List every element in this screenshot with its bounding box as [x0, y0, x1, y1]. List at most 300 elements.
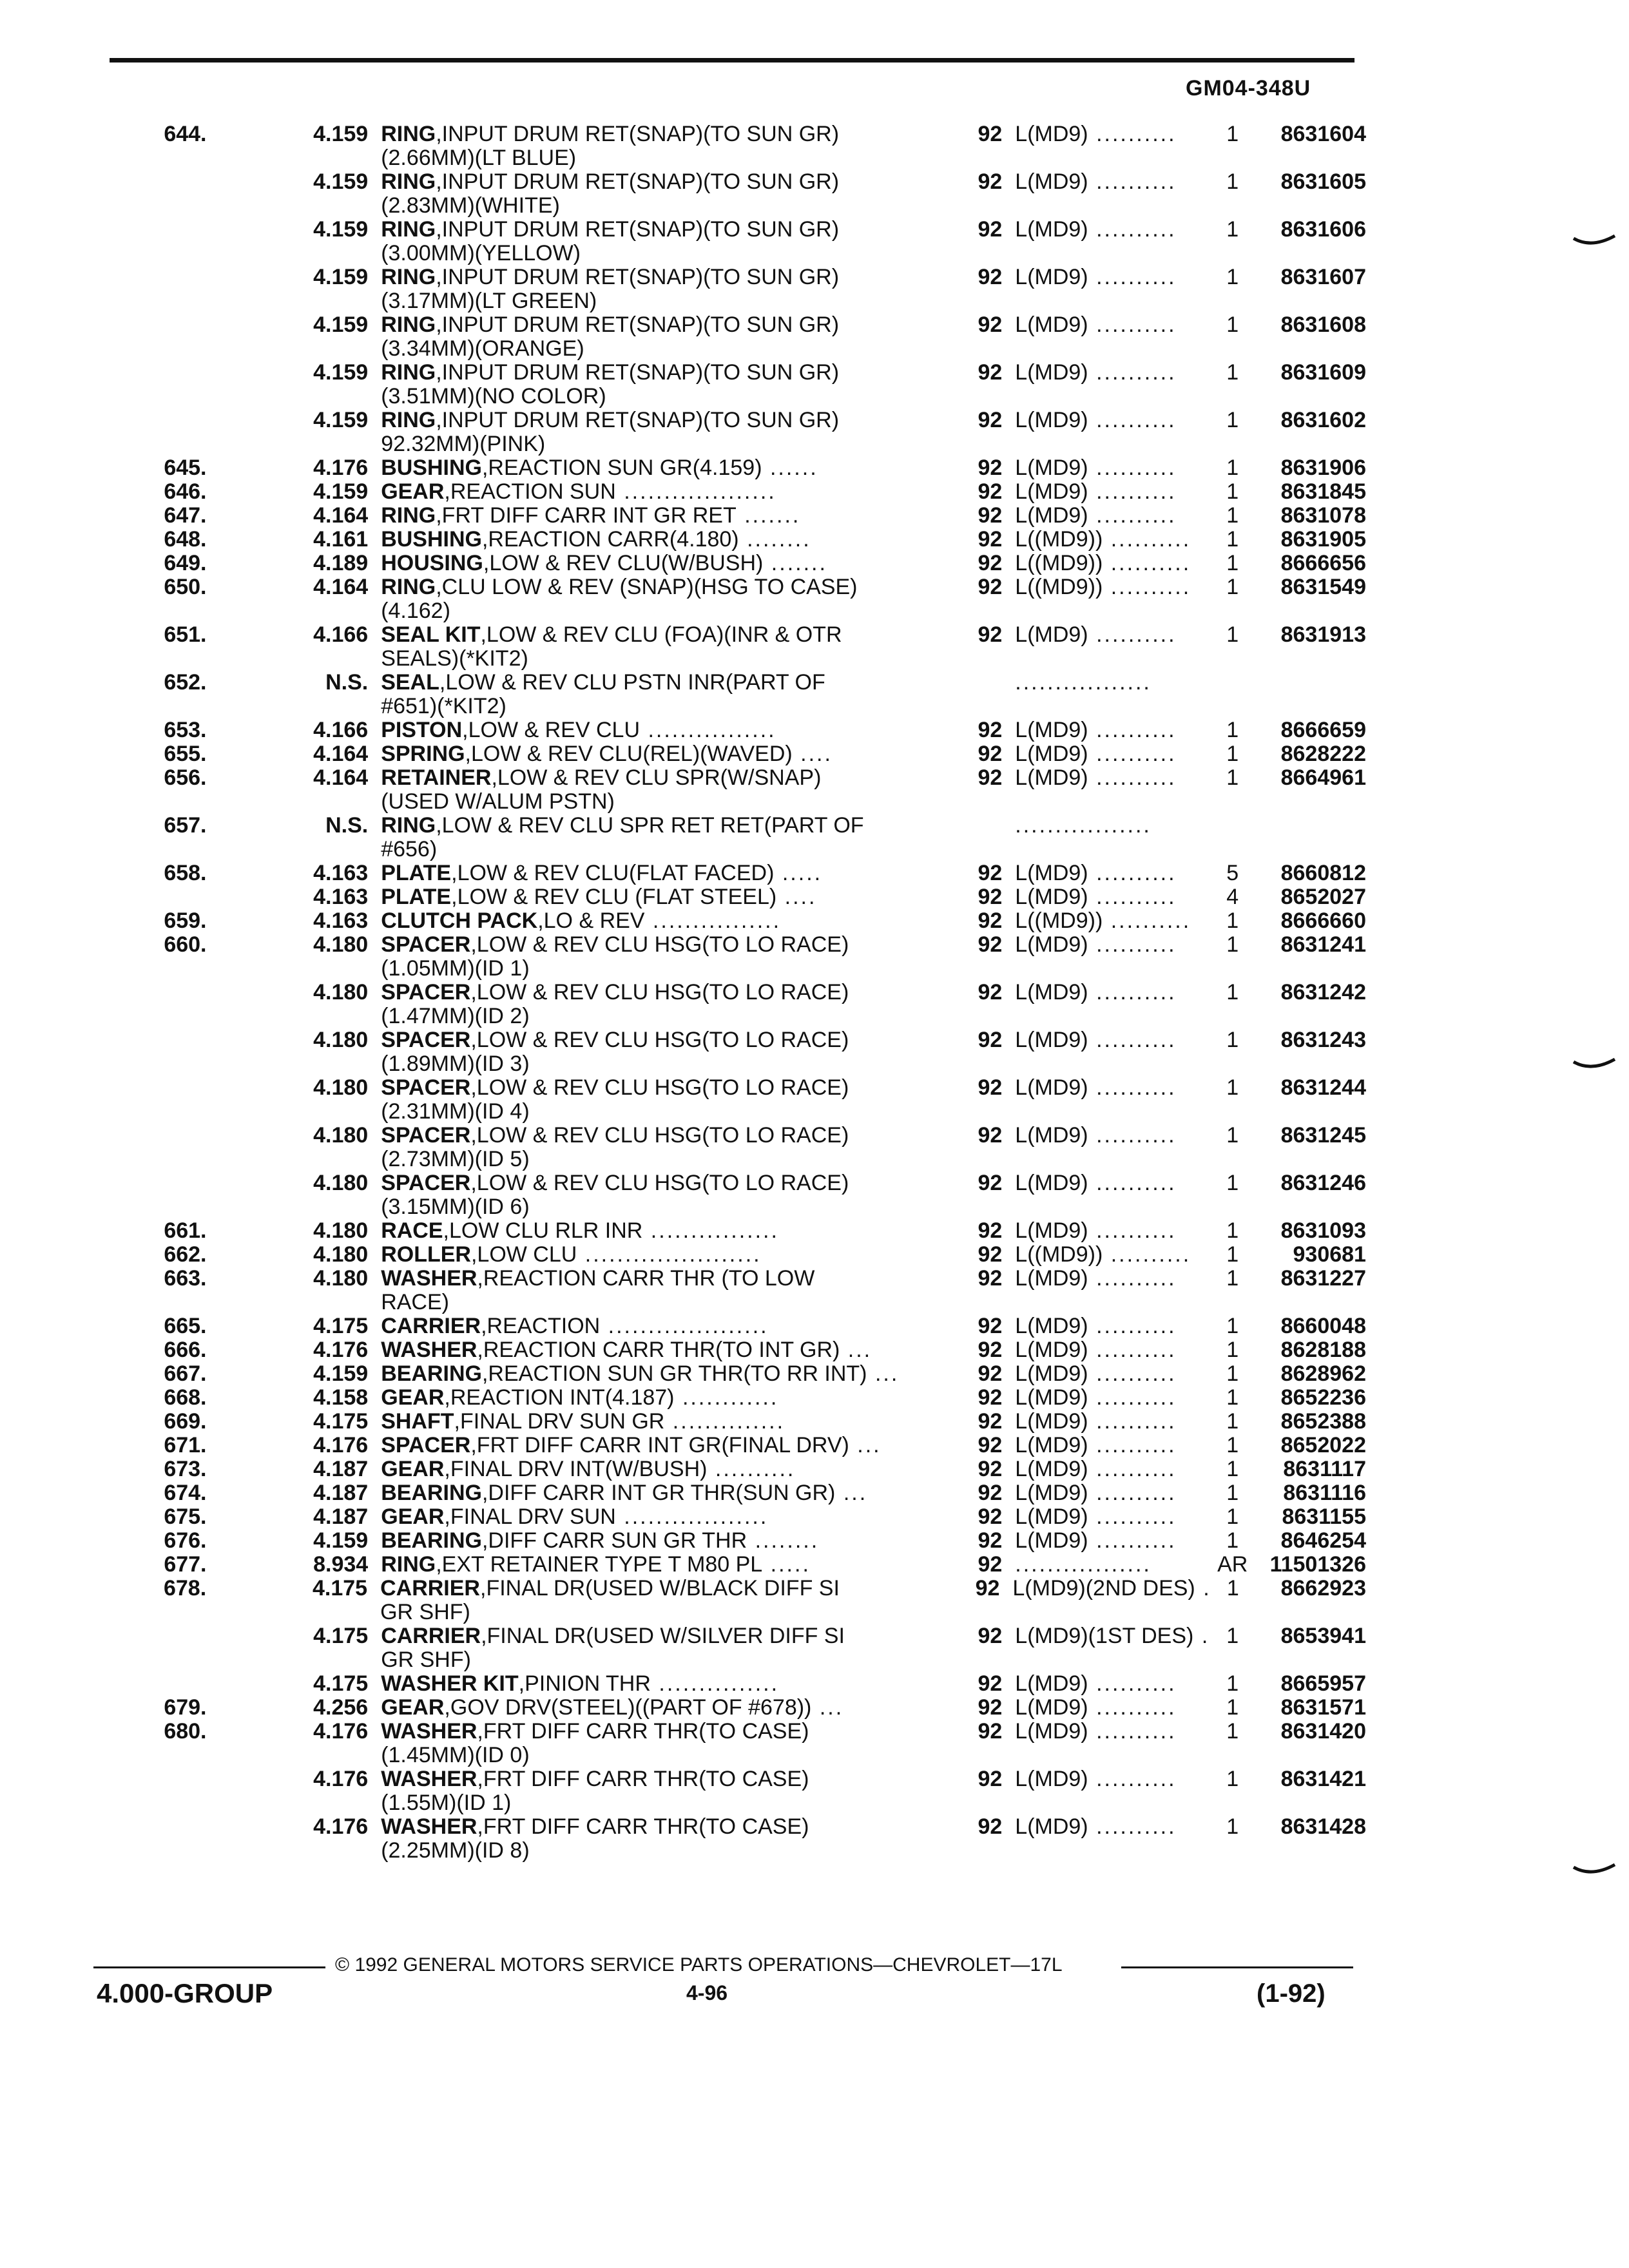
quantity: 1	[1226, 1361, 1239, 1386]
description-continuation: GR SHF)	[380, 1600, 470, 1624]
leader-dots: .................	[1015, 813, 1152, 838]
description-text: ,FINAL DR(USED W/BLACK DIFF SI	[480, 1576, 840, 1600]
model-year: 92	[978, 1433, 1003, 1457]
model-code-text: L(MD9)	[1015, 408, 1088, 432]
group-number: 4.187	[313, 1481, 369, 1505]
ref-number: 656.	[164, 765, 207, 790]
model-code	[1002, 1338, 1211, 1362]
table-row	[129, 814, 1366, 861]
group-number: 4.163	[313, 885, 369, 909]
quantity: 1	[1226, 456, 1239, 480]
table-row	[129, 623, 1366, 671]
model-code-text: L(MD9)	[1015, 122, 1088, 146]
leader-dots: ..........	[1088, 1123, 1177, 1148]
description-continuation: (3.17MM)(LT GREEN)	[381, 289, 597, 313]
description-text: ,REACTION CARR THR (TO LOW	[477, 1266, 815, 1291]
group-number: 4.158	[313, 1385, 369, 1410]
model-year: 92	[978, 980, 1003, 1004]
part-name: SPRING	[381, 742, 465, 766]
part-description	[368, 575, 921, 623]
quantity: 1	[1226, 1314, 1239, 1338]
quantity: 1	[1226, 527, 1239, 552]
part-name: RING	[381, 503, 436, 528]
part-name: SPACER	[381, 932, 471, 957]
model-code-text: L(MD9)	[1015, 765, 1088, 790]
model-code	[1002, 170, 1211, 194]
ref-number: 667.	[164, 1361, 207, 1386]
model-code-text: L(MD9)	[1015, 169, 1088, 194]
part-description	[368, 528, 921, 552]
part-number: 8662923	[1280, 1576, 1366, 1600]
part-number: 8631155	[1282, 1504, 1366, 1529]
part-number: 8631227	[1280, 1266, 1366, 1291]
part-description	[368, 909, 921, 933]
description-text: ,LOW & REV CLU HSG(TO LO RACE)	[470, 980, 849, 1004]
group-number: 4.180	[313, 1266, 369, 1291]
description-continuation: SEALS)(*KIT2)	[381, 646, 528, 671]
part-number: 8628188	[1280, 1338, 1366, 1362]
quantity: 1	[1226, 980, 1239, 1004]
description-text: ,INPUT DRUM RET(SNAP)(TO SUN GR)	[436, 360, 840, 385]
description-text: ,LOW & REV CLU HSG(TO LO RACE)	[470, 1028, 849, 1052]
model-code-text: L((MD9))	[1015, 908, 1103, 933]
part-name: SPACER	[381, 1028, 471, 1052]
table-row	[129, 480, 1366, 504]
group-number: 4.159	[313, 312, 369, 337]
model-code-text: L(MD9)	[1015, 1409, 1088, 1434]
group-number: 4.187	[313, 1504, 369, 1529]
part-description	[368, 1720, 921, 1767]
quantity: 1	[1226, 1266, 1239, 1291]
description-text: ,REACTION SUN GR THR(TO RR INT)	[481, 1361, 867, 1386]
description-continuation: (3.00MM)(YELLOW)	[381, 241, 581, 265]
part-description	[368, 170, 921, 218]
leader-dots: ..........	[1088, 1361, 1177, 1386]
group-number: 4.176	[313, 1433, 369, 1457]
table-row	[129, 1362, 1366, 1386]
table-row	[129, 671, 1366, 718]
table-row	[129, 1267, 1366, 1314]
ref-number: 679.	[164, 1695, 207, 1720]
group-number: 4.161	[313, 527, 369, 552]
ref-number: 652.	[164, 670, 207, 695]
group-number: 4.159	[313, 122, 369, 146]
model-code-text: L(MD9)	[1015, 1314, 1088, 1338]
leader-dots: ............	[674, 1385, 779, 1410]
leader-dots: ..........	[1088, 861, 1177, 885]
leader-dots: ..........	[1088, 742, 1177, 766]
description-text: ,REACTION CARR THR(TO INT GR)	[477, 1338, 840, 1362]
table-row	[129, 575, 1366, 623]
part-number: 8653941	[1280, 1624, 1366, 1648]
group-number: 4.159	[313, 169, 369, 194]
model-year: 92	[978, 265, 1003, 289]
leader-dots: ..........	[1088, 718, 1177, 742]
part-description	[368, 1505, 921, 1529]
ref-number: 655.	[164, 742, 207, 766]
model-code-text: L(MD9)(2ND DES)	[1012, 1576, 1195, 1600]
model-year: 92	[978, 360, 1003, 385]
group-number: 4.164	[313, 575, 369, 599]
model-code-text: L(MD9)	[1015, 1171, 1088, 1195]
leader-dots: ...	[835, 1481, 868, 1505]
model-code-text: L(MD9)	[1015, 1028, 1088, 1052]
model-year: 92	[978, 742, 1003, 766]
leader-dots: .................	[1015, 1552, 1152, 1577]
part-number: 11501326	[1269, 1552, 1366, 1577]
description-continuation: 92.32MM)(PINK)	[381, 432, 546, 456]
model-code	[1002, 861, 1211, 885]
quantity: 1	[1226, 908, 1239, 933]
part-name: WASHER	[381, 1814, 477, 1839]
description-text: ,FINAL DRV SUN	[444, 1504, 616, 1529]
part-number: 8631428	[1280, 1814, 1366, 1839]
table-row	[129, 1338, 1366, 1362]
part-number: 8631606	[1280, 217, 1366, 242]
quantity: 5	[1226, 861, 1239, 885]
part-description	[368, 1076, 921, 1124]
leader-dots: ......	[762, 456, 818, 480]
part-number: 8631913	[1280, 622, 1366, 647]
leader-dots: ..........	[1088, 479, 1177, 504]
part-name: SPACER	[381, 980, 471, 1004]
part-number: 8631093	[1280, 1218, 1366, 1243]
ref-number: 674.	[164, 1481, 207, 1505]
quantity: 1	[1226, 217, 1239, 242]
description-continuation: (3.15MM)(ID 6)	[381, 1195, 530, 1219]
group-number: 4.166	[313, 622, 369, 647]
footer-rule	[93, 1966, 325, 1968]
table-row	[129, 552, 1366, 575]
part-number: 8646254	[1280, 1528, 1366, 1553]
quantity: 1	[1226, 1433, 1239, 1457]
model-code-text: L(MD9)	[1015, 718, 1088, 742]
leader-dots: ................	[642, 1218, 779, 1243]
model-year: 92	[975, 1576, 1000, 1600]
parts-catalog-table	[129, 122, 1366, 1863]
leader-dots: ..........	[1088, 1504, 1177, 1529]
part-description	[368, 1314, 921, 1338]
description-text: ,LOW & REV CLU HSG(TO LO RACE)	[470, 1075, 849, 1100]
model-year: 92	[978, 551, 1003, 575]
table-row	[129, 361, 1366, 408]
group-number: 4.163	[313, 908, 369, 933]
part-number: 8631116	[1283, 1481, 1366, 1505]
part-description	[368, 885, 921, 909]
model-year: 92	[978, 408, 1003, 432]
description-text: ,EXT RETAINER TYPE T M80 PL	[436, 1552, 763, 1577]
ref-number: 666.	[164, 1338, 207, 1362]
description-text: ,LOW & REV CLU(REL)(WAVED)	[465, 742, 793, 766]
quantity: 1	[1226, 1218, 1239, 1243]
part-description	[368, 1529, 921, 1553]
description-continuation: (2.66MM)(LT BLUE)	[381, 146, 577, 170]
ref-number: 661.	[164, 1218, 207, 1243]
quantity: 1	[1226, 1695, 1239, 1720]
quantity: 1	[1226, 765, 1239, 790]
part-name: BEARING	[381, 1481, 482, 1505]
leader-dots: ...	[849, 1433, 882, 1457]
part-description	[368, 218, 921, 265]
model-year: 92	[978, 1719, 1003, 1744]
table-row	[129, 1529, 1366, 1553]
model-code	[1002, 1481, 1211, 1505]
part-name: CARRIER	[381, 1624, 481, 1648]
leader-dots: .	[1193, 1624, 1210, 1648]
table-row	[129, 170, 1366, 218]
ref-number: 647.	[164, 503, 207, 528]
description-continuation: RACE)	[381, 1290, 449, 1314]
model-code	[1002, 1124, 1211, 1148]
model-code	[1002, 1720, 1211, 1744]
description-text: ,REACTION	[481, 1314, 601, 1338]
quantity: 1	[1226, 1624, 1239, 1648]
model-year: 92	[978, 1242, 1003, 1267]
model-code-text: L((MD9))	[1015, 575, 1103, 599]
group-number: 4.176	[313, 1814, 369, 1839]
model-year: 92	[978, 908, 1003, 933]
group-number: 4.180	[313, 1242, 369, 1267]
part-name: SHAFT	[381, 1409, 454, 1434]
ref-number: 663.	[164, 1266, 207, 1291]
leader-dots: ..........	[1088, 265, 1177, 289]
model-year: 92	[978, 1266, 1003, 1291]
group-number: 4.180	[313, 1171, 369, 1195]
description-text: ,DIFF CARR SUN GR THR	[481, 1528, 747, 1553]
model-year: 92	[978, 1123, 1003, 1148]
quantity: 1	[1226, 312, 1239, 337]
part-number: 8631241	[1280, 932, 1366, 957]
part-number: 8652236	[1280, 1385, 1366, 1410]
quantity: 1	[1226, 575, 1239, 599]
leader-dots: ..........	[1088, 1075, 1177, 1100]
model-code	[1002, 1171, 1211, 1195]
model-year: 92	[978, 575, 1003, 599]
model-code-text: L(MD9)	[1015, 742, 1088, 766]
description-text: ,REACTION SUN GR(4.159)	[481, 456, 762, 480]
model-year: 92	[978, 861, 1003, 885]
part-name: RING	[381, 169, 436, 194]
leader-dots: ..........	[1088, 1218, 1177, 1243]
description-text: ,LOW & REV CLU(W/BUSH)	[483, 551, 764, 575]
leader-dots: ......................	[577, 1242, 762, 1267]
quantity: AR	[1217, 1552, 1248, 1577]
model-code-text: L(MD9)	[1015, 861, 1088, 885]
part-name: CARRIER	[381, 1314, 481, 1338]
group-number: 4.180	[313, 1123, 369, 1148]
model-year: 92	[978, 1552, 1003, 1577]
leader-dots: ..........	[1088, 1814, 1177, 1839]
part-description	[368, 1362, 921, 1386]
leader-dots: ........	[747, 1528, 820, 1553]
part-description	[368, 1171, 921, 1219]
model-code	[1002, 575, 1211, 599]
table-row	[129, 456, 1366, 480]
part-name: RING	[381, 312, 436, 337]
part-description	[368, 1028, 921, 1076]
description-text: ,FINAL DR(USED W/SILVER DIFF SI	[481, 1624, 845, 1648]
leader-dots: ..................	[615, 1504, 769, 1529]
part-name: PLATE	[381, 885, 452, 909]
part-number: 8631845	[1280, 479, 1366, 504]
table-row	[129, 1505, 1366, 1529]
part-number: 8631421	[1280, 1767, 1366, 1791]
description-continuation: (1.55M)(ID 1)	[381, 1791, 512, 1815]
model-code-text: L(MD9)	[1015, 885, 1088, 909]
leader-dots: ..........	[1103, 908, 1191, 933]
model-code-text: L(MD9)	[1015, 456, 1088, 480]
leader-dots: ....	[776, 885, 817, 909]
leader-dots: ..........	[1103, 527, 1191, 552]
description-text: ,INPUT DRUM RET(SNAP)(TO SUN GR)	[436, 312, 840, 337]
quantity: 1	[1226, 932, 1239, 957]
model-code-text: L(MD9)	[1015, 1695, 1088, 1720]
description-continuation: #651)(*KIT2)	[381, 694, 506, 718]
table-row	[129, 1314, 1366, 1338]
group-number: 4.163	[313, 861, 369, 885]
part-description	[368, 1553, 921, 1577]
model-code	[1002, 1505, 1211, 1529]
model-year: 92	[978, 527, 1003, 552]
leader-dots: ..........	[1088, 1528, 1177, 1553]
part-number: 8631605	[1280, 169, 1366, 194]
description-continuation: (3.51MM)(NO COLOR)	[381, 384, 606, 408]
quantity: 1	[1226, 1528, 1239, 1553]
quantity: 1	[1226, 622, 1239, 647]
leader-dots: ........	[738, 527, 811, 552]
part-number: 8628962	[1280, 1361, 1366, 1386]
table-row	[129, 1577, 1366, 1624]
leader-dots: ..........	[1088, 1028, 1177, 1052]
model-code-text: L(MD9)(1ST DES)	[1015, 1624, 1194, 1648]
part-number: 8664961	[1280, 765, 1366, 790]
model-code-text: L(MD9)	[1015, 1528, 1088, 1553]
part-description	[368, 1624, 921, 1672]
part-name: SPACER	[381, 1171, 471, 1195]
model-year: 92	[978, 1504, 1003, 1529]
model-code-text: L(MD9)	[1015, 1123, 1088, 1148]
ref-number: 650.	[164, 575, 207, 599]
table-row	[129, 1672, 1366, 1696]
model-code	[1002, 1386, 1211, 1410]
table-row	[129, 1219, 1366, 1243]
group-number: 8.934	[313, 1552, 369, 1577]
quantity: 1	[1226, 718, 1239, 742]
ref-number: 665.	[164, 1314, 207, 1338]
leader-dots: ...............	[650, 1671, 780, 1696]
model-code	[1002, 1219, 1211, 1243]
ref-number: 657.	[164, 813, 207, 838]
table-row	[129, 1767, 1366, 1815]
leader-dots: ...	[811, 1695, 844, 1720]
group-number: 4.164	[313, 765, 369, 790]
table-row	[129, 742, 1366, 766]
part-number: 8631246	[1280, 1171, 1366, 1195]
description-text: ,CLU LOW & REV (SNAP)(HSG TO CASE)	[436, 575, 858, 599]
ref-number: 662.	[164, 1242, 207, 1267]
table-row	[129, 1434, 1366, 1457]
ref-number: 648.	[164, 527, 207, 552]
part-name: WASHER	[381, 1266, 477, 1291]
quantity: 1	[1226, 1123, 1239, 1148]
description-text: ,REACTION INT(4.187)	[444, 1385, 675, 1410]
part-name: RING	[381, 360, 436, 385]
model-code-text: L(MD9)	[1015, 1433, 1088, 1457]
model-code	[1002, 1314, 1211, 1338]
model-code-text: L(MD9)	[1015, 1457, 1088, 1481]
part-name: WASHER	[381, 1338, 477, 1362]
description-continuation: (1.05MM)(ID 1)	[381, 956, 530, 981]
part-name: BUSHING	[381, 456, 482, 480]
part-name: WASHER	[381, 1767, 477, 1791]
table-row	[129, 1815, 1366, 1863]
model-year: 92	[978, 718, 1003, 742]
part-name: BEARING	[381, 1361, 482, 1386]
leader-dots: ..........	[1088, 1338, 1177, 1362]
model-code	[1002, 1457, 1211, 1481]
leader-dots: .....	[774, 861, 823, 885]
ref-number: 671.	[164, 1433, 207, 1457]
part-description	[368, 1243, 921, 1267]
description-continuation: (1.45MM)(ID 0)	[381, 1743, 530, 1767]
model-code-text: L(MD9)	[1015, 1504, 1088, 1529]
description-text: ,INPUT DRUM RET(SNAP)(TO SUN GR)	[436, 265, 840, 289]
model-code	[1002, 361, 1211, 385]
quantity: 1	[1226, 1814, 1239, 1839]
table-row	[129, 1720, 1366, 1767]
table-row	[129, 1243, 1366, 1267]
model-year: 92	[978, 479, 1003, 504]
model-year: 92	[978, 1695, 1003, 1720]
group-number: 4.180	[313, 1218, 369, 1243]
top-rule	[110, 58, 1354, 62]
group-number: N.S.	[325, 670, 369, 695]
model-code-text: L(MD9)	[1015, 1361, 1088, 1386]
leader-dots: ..........	[1088, 980, 1177, 1004]
group-number: 4.175	[313, 1576, 368, 1600]
model-year: 92	[978, 1481, 1003, 1505]
leader-dots: ..........	[1088, 503, 1177, 528]
model-year: 92	[978, 622, 1003, 647]
ref-number: 675.	[164, 1504, 207, 1529]
ref-number: 649.	[164, 551, 207, 575]
part-description	[368, 1434, 921, 1457]
leader-dots: ..........	[1088, 1409, 1177, 1434]
part-number: 8666659	[1280, 718, 1366, 742]
group-number: 4.159	[313, 265, 369, 289]
description-continuation: (USED W/ALUM PSTN)	[381, 789, 615, 814]
part-name: GEAR	[381, 479, 445, 504]
part-description	[368, 1410, 921, 1434]
description-text: ,LOW CLU RLR INR	[443, 1218, 643, 1243]
table-row	[129, 1696, 1366, 1720]
description-text: ,LOW & REV CLU HSG(TO LO RACE)	[470, 1171, 849, 1195]
model-code-text: L((MD9))	[1015, 527, 1103, 552]
part-name: ROLLER	[381, 1242, 471, 1267]
quantity: 1	[1226, 1457, 1239, 1481]
description-text: ,GOV DRV(STEEL)((PART OF #678))	[444, 1695, 812, 1720]
ref-number: 677.	[164, 1552, 207, 1577]
part-description	[368, 1696, 921, 1720]
leader-dots: ...................	[615, 479, 776, 504]
leader-dots: ..........	[1088, 1671, 1177, 1696]
part-name: PLATE	[381, 861, 452, 885]
ref-number: 658.	[164, 861, 207, 885]
model-code-text: L(MD9)	[1015, 932, 1088, 957]
description-text: ,INPUT DRUM RET(SNAP)(TO SUN GR)	[436, 169, 840, 194]
model-code-text: L(MD9)	[1015, 1075, 1088, 1100]
part-name: CARRIER	[380, 1576, 480, 1600]
